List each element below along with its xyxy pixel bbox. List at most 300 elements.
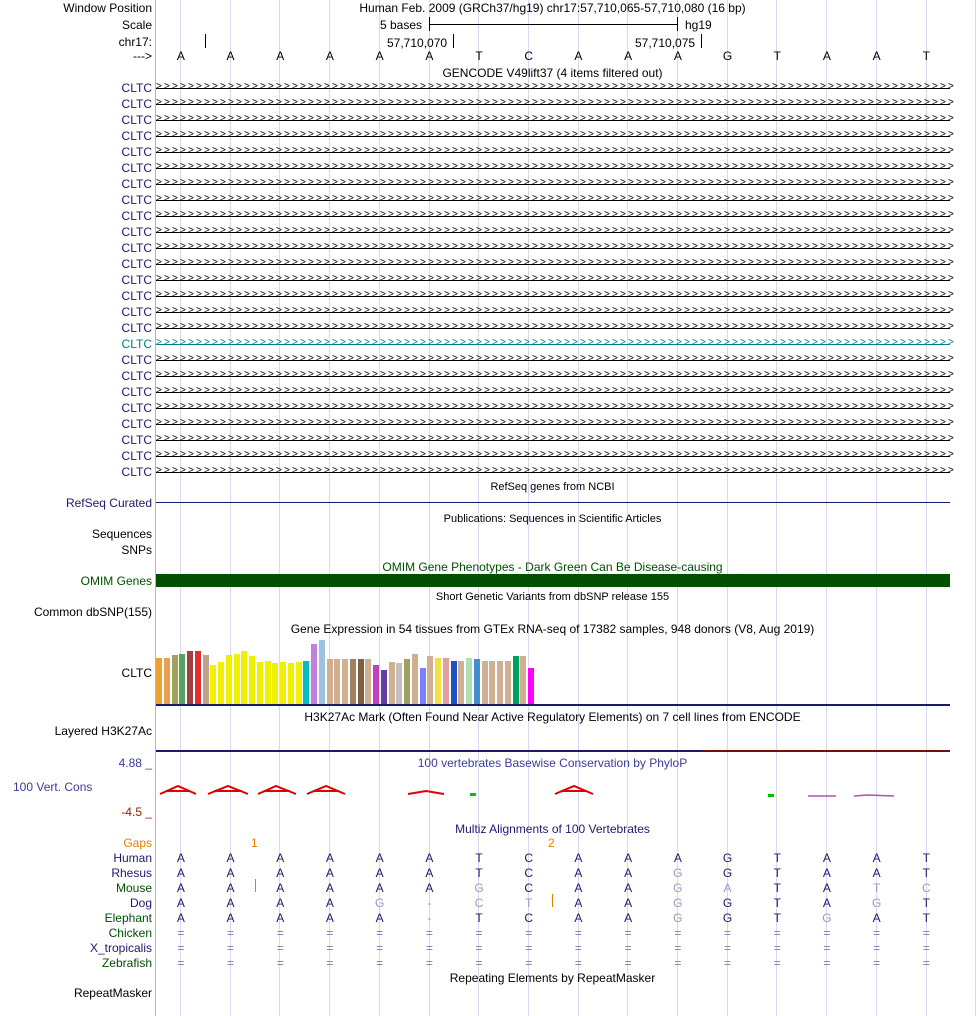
strand-arrow-icon: > [468, 241, 473, 252]
gtex-tissue-bar[interactable] [404, 659, 410, 704]
strand-arrow-icon: > [884, 337, 889, 348]
strand-arrow-icon: > [844, 289, 849, 300]
strand-arrow-icon: > [412, 193, 417, 204]
gtex-tissue-bar[interactable] [489, 661, 495, 704]
strand-arrow-icon: > [564, 321, 569, 332]
strand-arrow-icon: > [228, 449, 233, 460]
strand-arrow-icon: > [644, 161, 649, 172]
strand-arrow-icon: > [348, 369, 353, 380]
strand-arrow-icon: > [700, 241, 705, 252]
strand-arrow-icon: > [636, 337, 641, 348]
strand-arrow-icon: > [876, 321, 881, 332]
strand-arrow-icon: > [892, 241, 897, 252]
gencode-transcript-label[interactable]: CLTC [121, 401, 152, 415]
gtex-tissue-bar[interactable] [234, 654, 240, 704]
strand-arrow-icon: > [628, 289, 633, 300]
alignment-base: = [773, 956, 781, 970]
gtex-tissue-bar[interactable] [327, 659, 333, 704]
strand-arrow-icon: > [340, 449, 345, 460]
strand-arrow-icon: > [812, 97, 817, 108]
gtex-tissue-bar[interactable] [520, 656, 526, 704]
strand-arrow-icon: > [396, 353, 401, 364]
strand-arrow-icon: > [700, 97, 705, 108]
gtex-tissue-bar[interactable] [358, 659, 364, 704]
strand-arrow-icon: > [628, 417, 633, 428]
reference-base: C [524, 49, 534, 63]
omim-bar[interactable] [156, 574, 950, 587]
strand-arrow-icon: > [500, 129, 505, 140]
strand-arrow-icon: > [236, 337, 241, 348]
gtex-tissue-bar[interactable] [319, 640, 325, 704]
strand-arrow-icon: > [748, 81, 753, 92]
gencode-transcript[interactable] [156, 145, 953, 156]
strand-arrow-icon: > [868, 401, 873, 412]
strand-arrow-icon: > [796, 129, 801, 140]
strand-arrow-icon: > [348, 225, 353, 236]
gencode-transcript-label[interactable]: CLTC [121, 353, 152, 367]
alignment-base: G [474, 881, 484, 895]
gtex-tissue-bar[interactable] [528, 668, 534, 704]
species-label[interactable]: Chicken [108, 926, 152, 940]
omim-label[interactable]: OMIM Genes [80, 574, 152, 588]
strand-arrow-icon: > [628, 177, 633, 188]
strand-arrow-icon: > [868, 241, 873, 252]
strand-arrow-icon: > [548, 369, 553, 380]
strand-arrow-icon: > [860, 417, 865, 428]
dbsnp-label[interactable]: Common dbSNP(155) [33, 605, 152, 619]
strand-arrow-icon: > [876, 225, 881, 236]
strand-arrow-icon: > [316, 273, 321, 284]
alignment-base: = [177, 926, 185, 940]
alignment-base: A [723, 881, 732, 895]
strand-arrow-icon: > [724, 225, 729, 236]
strand-arrow-icon: > [220, 209, 225, 220]
strand-arrow-icon: > [772, 129, 777, 140]
strand-arrow-icon: > [868, 321, 873, 332]
strand-arrow-icon: > [836, 209, 841, 220]
species-label[interactable]: X_tropicalis [89, 941, 152, 955]
gtex-tissue-bar[interactable] [272, 663, 278, 704]
strand-arrow-icon: > [724, 353, 729, 364]
strand-arrow-icon: > [732, 81, 737, 92]
scale-bar [429, 24, 677, 25]
strand-arrow-icon: > [732, 193, 737, 204]
strand-arrow-icon: > [700, 273, 705, 284]
strand-arrow-icon: > [412, 145, 417, 156]
gtex-tissue-bar[interactable] [389, 662, 395, 704]
strand-arrow-icon: > [532, 161, 537, 172]
gtex-baseline [156, 704, 950, 706]
strand-arrow-icon: > [924, 353, 929, 364]
strand-arrow-icon: > [452, 417, 457, 428]
gencode-transcript-label[interactable]: CLTC [121, 145, 152, 159]
alignment-base: T [922, 911, 931, 925]
gtex-tissue-bar[interactable] [203, 655, 209, 704]
strand-arrow-icon: > [860, 321, 865, 332]
gencode-transcript[interactable] [156, 241, 953, 252]
strand-arrow-icon: > [564, 145, 569, 156]
phylop-signal[interactable] [156, 782, 950, 802]
strand-arrow-icon: > [372, 241, 377, 252]
gtex-tissue-bar[interactable] [427, 656, 433, 704]
strand-arrow-icon: > [268, 193, 273, 204]
strand-arrow-icon: > [764, 161, 769, 172]
strand-arrow-icon: > [668, 401, 673, 412]
strand-arrow-icon: > [836, 257, 841, 268]
strand-arrow-icon: > [300, 209, 305, 220]
strand-arrow-icon: > [900, 241, 905, 252]
gencode-transcript-label[interactable]: CLTC [121, 81, 152, 95]
strand-arrow-icon: > [660, 193, 665, 204]
gencode-transcript-label[interactable]: CLTC [121, 321, 152, 335]
strand-arrow-icon: > [404, 161, 409, 172]
gencode-transcript[interactable] [156, 353, 953, 364]
gencode-transcript[interactable] [156, 177, 953, 188]
gtex-tissue-bar[interactable] [435, 658, 441, 704]
strand-arrow-icon: > [692, 321, 697, 332]
strand-arrow-icon: > [308, 369, 313, 380]
strand-arrow-icon: > [596, 465, 601, 476]
strand-arrow-icon: > [804, 145, 809, 156]
gtex-tissue-bar[interactable] [288, 663, 294, 704]
strand-arrow-icon: > [676, 225, 681, 236]
strand-arrow-icon: > [500, 161, 505, 172]
strand-arrow-icon: > [772, 193, 777, 204]
species-label[interactable]: Mouse [115, 881, 152, 895]
strand-arrow-icon: > [724, 417, 729, 428]
strand-arrow-icon: > [356, 257, 361, 268]
gtex-tissue-bar[interactable] [474, 659, 480, 704]
gencode-transcript[interactable] [156, 193, 953, 204]
gencode-transcript[interactable] [156, 465, 953, 476]
gtex-tissue-bar[interactable] [303, 661, 309, 704]
gencode-transcript[interactable] [156, 257, 953, 268]
strand-arrow-icon: > [644, 257, 649, 268]
refseq-label[interactable]: RefSeq Curated [65, 496, 152, 510]
gtex-tissue-bar[interactable] [172, 655, 178, 704]
strand-arrow-icon: > [796, 145, 801, 156]
phylop-peak-5 [408, 791, 444, 794]
publications-snps-label[interactable]: SNPs [121, 543, 152, 557]
strand-arrow-icon: > [500, 241, 505, 252]
strand-arrow-icon: > [732, 225, 737, 236]
strand-arrow-icon: > [404, 113, 409, 124]
gencode-transcript-label[interactable]: CLTC [121, 385, 152, 399]
strand-arrow-icon: > [236, 305, 241, 316]
strand-arrow-icon: > [796, 225, 801, 236]
alignment-base: G [673, 866, 683, 880]
strand-arrow-icon: > [692, 81, 697, 92]
strand-arrow-icon: > [348, 257, 353, 268]
gtex-tissue-bar[interactable] [451, 661, 457, 704]
strand-arrow-icon: > [180, 321, 185, 332]
gencode-transcript-label[interactable]: CLTC [121, 113, 152, 127]
gtex-tissue-bar[interactable] [334, 659, 340, 704]
strand-arrow-icon: > [620, 273, 625, 284]
gtex-tissue-bar[interactable] [466, 658, 472, 704]
strand-arrow-icon: > [644, 177, 649, 188]
strand-arrow-icon: > [188, 257, 193, 268]
strand-arrow-icon: > [588, 177, 593, 188]
strand-arrow-icon: > [668, 113, 673, 124]
gencode-transcript[interactable] [156, 369, 953, 380]
strand-arrow-icon: > [836, 449, 841, 460]
strand-arrow-icon: > [836, 337, 841, 348]
strand-arrow-icon: > [492, 305, 497, 316]
gtex-tissue-bar[interactable] [497, 661, 503, 704]
strand-arrow-icon: > [196, 193, 201, 204]
strand-arrow-icon: > [772, 81, 777, 92]
strand-arrow-icon: > [932, 305, 937, 316]
strand-arrow-icon: > [188, 81, 193, 92]
gtex-tissue-bar[interactable] [265, 661, 271, 704]
strand-arrow-icon: > [324, 145, 329, 156]
strand-arrow-icon: > [636, 225, 641, 236]
strand-arrow-icon: > [252, 161, 257, 172]
gencode-transcript[interactable] [156, 161, 953, 172]
strand-arrow-icon: > [916, 289, 921, 300]
strand-arrow-icon: > [156, 449, 161, 460]
gencode-transcript-label[interactable]: CLTC [121, 337, 152, 351]
strand-arrow-icon: > [500, 113, 505, 124]
gencode-transcript[interactable] [156, 273, 953, 284]
gencode-transcript[interactable] [156, 225, 953, 236]
gencode-transcript[interactable] [156, 401, 953, 412]
gtex-tissue-bar[interactable] [443, 658, 449, 704]
gtex-tissue-bar[interactable] [280, 662, 286, 704]
gencode-transcript-label[interactable]: CLTC [121, 161, 152, 175]
repeatmasker-label[interactable]: RepeatMasker [73, 986, 152, 1000]
gencode-transcript-label[interactable]: CLTC [121, 193, 152, 207]
gencode-transcript-label[interactable]: CLTC [121, 305, 152, 319]
strand-arrow-icon: > [708, 289, 713, 300]
strand-arrow-icon: > [540, 433, 545, 444]
gtex-tissue-bar[interactable] [164, 658, 170, 704]
strand-arrow-icon: > [404, 369, 409, 380]
gtex-tissue-bar[interactable] [210, 665, 216, 704]
gencode-transcript-label[interactable]: CLTC [121, 417, 152, 431]
gencode-transcript-label[interactable]: CLTC [121, 465, 152, 479]
coord-tick-1 [453, 34, 454, 48]
strand-arrow-icon: > [388, 193, 393, 204]
gtex-tissue-bar[interactable] [458, 661, 464, 704]
gencode-transcript-label[interactable]: CLTC [121, 289, 152, 303]
gencode-transcript-label[interactable]: CLTC [121, 225, 152, 239]
strand-arrow-icon: > [876, 97, 881, 108]
gencode-transcript-label[interactable]: CLTC [121, 369, 152, 383]
gtex-tissue-bar[interactable] [296, 662, 302, 704]
strand-arrow-icon: > [780, 465, 785, 476]
strand-arrow-icon: > [364, 273, 369, 284]
gencode-transcript[interactable] [156, 433, 953, 444]
gtex-tissue-bar[interactable] [241, 651, 247, 704]
phylop-max: 4.88 _ [118, 756, 152, 770]
strand-arrow-icon: > [556, 113, 561, 124]
gencode-transcript-label[interactable]: CLTC [121, 97, 152, 111]
gtex-tissue-bar[interactable] [156, 658, 162, 704]
strand-arrow-icon: > [300, 369, 305, 380]
species-label[interactable]: Rhesus [111, 866, 152, 880]
strand-arrow-icon: > [860, 193, 865, 204]
gencode-transcript-label[interactable]: CLTC [121, 177, 152, 191]
gtex-tissue-bar[interactable] [342, 659, 348, 704]
phylop-label[interactable]: 100 Vert. Cons [13, 780, 93, 794]
strand-arrow-icon: > [268, 241, 273, 252]
strand-arrow-icon: > [276, 177, 281, 188]
strand-arrow-icon: > [796, 177, 801, 188]
strand-arrow-icon: > [684, 113, 689, 124]
strand-arrow-icon: > [948, 289, 953, 300]
alignment-base: G [722, 896, 733, 910]
gtex-tissue-bar[interactable] [187, 651, 193, 704]
strand-arrow-icon: > [636, 385, 641, 396]
gencode-transcript[interactable] [156, 449, 953, 460]
strand-arrow-icon: > [364, 129, 369, 140]
strand-arrow-icon: > [868, 113, 873, 124]
gtex-tissue-bar[interactable] [420, 668, 426, 704]
strand-arrow-icon: > [484, 289, 489, 300]
strand-arrow-icon: > [444, 417, 449, 428]
gtex-tissue-bar[interactable] [226, 655, 232, 704]
strand-arrow-icon: > [668, 209, 673, 220]
strand-arrow-icon: > [460, 433, 465, 444]
strand-arrow-icon: > [572, 433, 577, 444]
gtex-tissue-bar[interactable] [412, 654, 418, 704]
strand-arrow-icon: > [612, 465, 617, 476]
strand-arrow-icon: > [804, 113, 809, 124]
strand-arrow-icon: > [644, 385, 649, 396]
gtex-tissue-bar[interactable] [505, 661, 511, 704]
strand-arrow-icon: > [724, 161, 729, 172]
alignment-base: A [574, 911, 583, 925]
strand-arrow-icon: > [932, 417, 937, 428]
strand-arrow-icon: > [828, 305, 833, 316]
strand-arrow-icon: > [692, 305, 697, 316]
gencode-transcript-label[interactable]: CLTC [121, 257, 152, 271]
gencode-transcript[interactable] [156, 321, 953, 332]
gtex-tissue-bar[interactable] [195, 651, 201, 704]
gencode-transcript[interactable] [156, 81, 953, 92]
strand-arrow-icon: > [484, 113, 489, 124]
strand-arrow-icon: > [388, 337, 393, 348]
strand-arrow-icon: > [300, 433, 305, 444]
gencode-transcript-label[interactable]: CLTC [121, 449, 152, 463]
gencode-transcript-label[interactable]: CLTC [121, 129, 152, 143]
publications-sequences-label[interactable]: Sequences [91, 527, 152, 541]
strand-arrow-icon: > [564, 433, 569, 444]
strand-arrow-icon: > [332, 257, 337, 268]
species-label[interactable]: Zebrafish [101, 956, 152, 970]
strand-arrow-icon: > [500, 433, 505, 444]
strand-arrow-icon: > [252, 257, 257, 268]
strand-arrow-icon: > [324, 369, 329, 380]
strand-arrow-icon: > [436, 241, 441, 252]
strand-arrow-icon: > [924, 113, 929, 124]
strand-arrow-icon: > [788, 385, 793, 396]
strand-arrow-icon: > [404, 97, 409, 108]
strand-arrow-icon: > [244, 209, 249, 220]
gencode-transcript-label[interactable]: CLTC [121, 209, 152, 223]
alignment-base: A [425, 881, 434, 895]
strand-arrow-icon: > [260, 161, 265, 172]
gtex-label[interactable]: CLTC [121, 666, 152, 680]
gencode-transcript[interactable] [156, 113, 953, 124]
gencode-transcript-label[interactable]: CLTC [121, 241, 152, 255]
strand-arrow-icon: > [484, 449, 489, 460]
strand-arrow-icon: > [924, 257, 929, 268]
species-label[interactable]: Human [113, 851, 152, 865]
h3k27ac-label[interactable]: Layered H3K27Ac [54, 724, 152, 738]
gtex-tissue-bar[interactable] [350, 659, 356, 704]
gtex-tissue-bar[interactable] [311, 644, 317, 704]
gencode-transcript[interactable] [156, 385, 953, 396]
strand-arrow-icon: > [932, 337, 937, 348]
gtex-tissue-bar[interactable] [482, 661, 488, 704]
gtex-tissue-bar[interactable] [257, 662, 263, 704]
strand-arrow-icon: > [852, 193, 857, 204]
strand-arrow-icon: > [924, 209, 929, 220]
gtex-tissue-bar[interactable] [179, 654, 185, 704]
gtex-tissue-bar[interactable] [218, 662, 224, 704]
species-label[interactable]: Dog [129, 896, 152, 910]
strand-arrow-icon: > [444, 209, 449, 220]
gtex-tissue-bar[interactable] [373, 665, 379, 704]
strand-arrow-icon: > [820, 433, 825, 444]
strand-arrow-icon: > [500, 273, 505, 284]
gencode-transcript[interactable] [156, 337, 953, 348]
strand-arrow-icon: > [420, 369, 425, 380]
gencode-transcript-label[interactable]: CLTC [121, 433, 152, 447]
strand-arrow-icon: > [324, 337, 329, 348]
alignment-base: G [722, 851, 733, 865]
strand-arrow-icon: > [580, 257, 585, 268]
strand-arrow-icon: > [804, 273, 809, 284]
strand-arrow-icon: > [716, 305, 721, 316]
strand-arrow-icon: > [532, 129, 537, 140]
gtex-tissue-bar[interactable] [365, 659, 371, 704]
strand-arrow-icon: > [692, 241, 697, 252]
strand-arrow-icon: > [476, 129, 481, 140]
strand-arrow-icon: > [708, 337, 713, 348]
gencode-transcript[interactable] [156, 417, 953, 428]
gencode-transcript[interactable] [156, 97, 953, 108]
strand-arrow-icon: > [372, 193, 377, 204]
strand-arrow-icon: > [244, 145, 249, 156]
gencode-transcript[interactable] [156, 289, 953, 300]
alignment-base: G [673, 881, 683, 895]
strand-arrow-icon: > [228, 241, 233, 252]
gtex-tissue-bar[interactable] [249, 656, 255, 704]
gencode-transcript[interactable] [156, 305, 953, 316]
strand-arrow-icon: > [892, 449, 897, 460]
strand-arrow-icon: > [900, 353, 905, 364]
gencode-transcript-label[interactable]: CLTC [121, 273, 152, 287]
gtex-tissue-bar[interactable] [381, 670, 387, 704]
gtex-tissue-bar[interactable] [513, 656, 519, 704]
gencode-transcript[interactable] [156, 129, 953, 140]
gencode-transcript[interactable] [156, 209, 953, 220]
strand-arrow-icon: > [428, 401, 433, 412]
strand-arrow-icon: > [404, 273, 409, 284]
strand-arrow-icon: > [820, 289, 825, 300]
strand-arrow-icon: > [388, 401, 393, 412]
strand-arrow-icon: > [756, 465, 761, 476]
gtex-tissue-bar[interactable] [396, 663, 402, 704]
species-label[interactable]: Elephant [104, 911, 152, 925]
alignment-base: = [376, 941, 384, 955]
strand-arrow-icon: > [228, 273, 233, 284]
strand-arrow-icon: > [828, 385, 833, 396]
